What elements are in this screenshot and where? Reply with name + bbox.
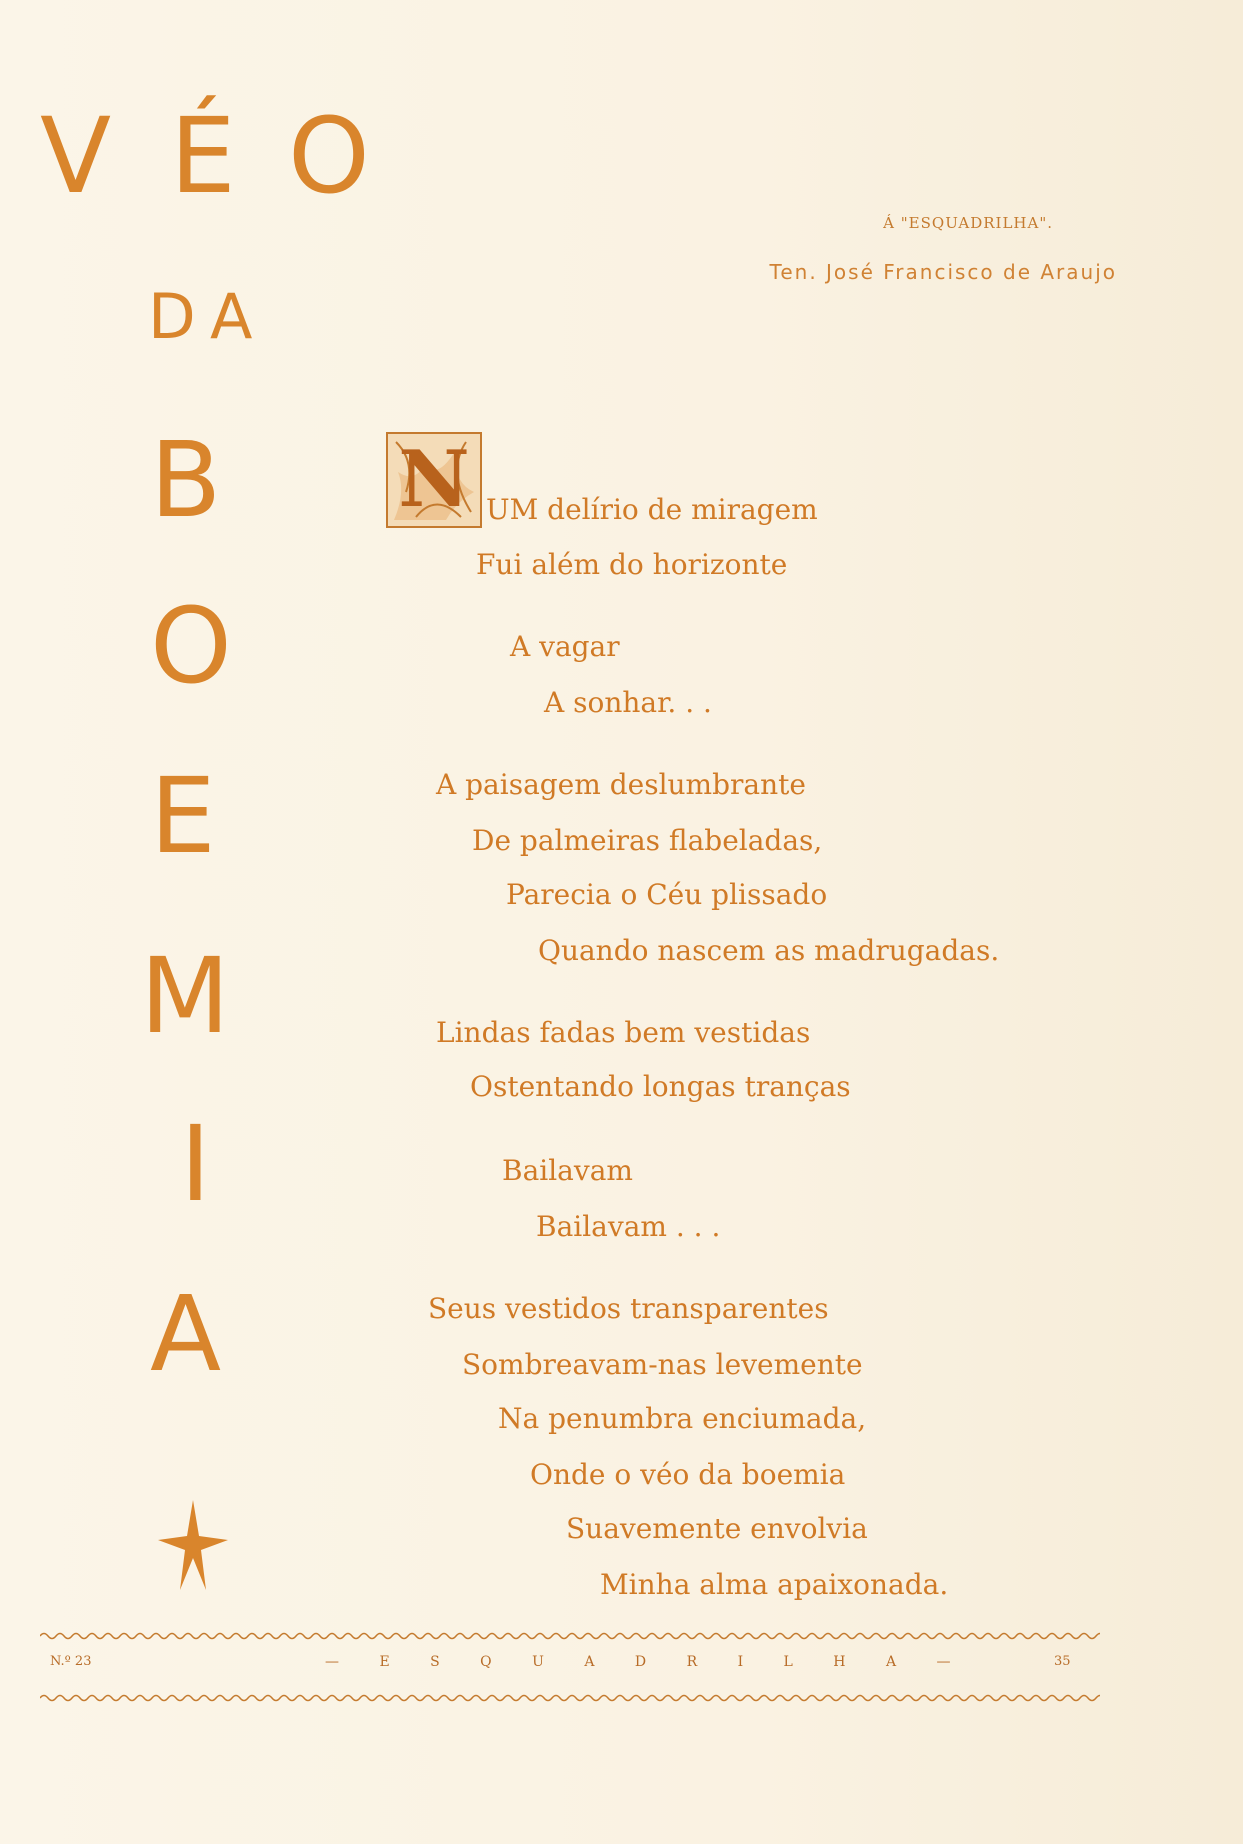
poem-line: Sombreavam-nas levemente xyxy=(462,1348,863,1381)
author: Ten. José Francisco de Araujo xyxy=(769,260,1117,284)
title-letter-m: M xyxy=(140,935,230,1057)
poem-line: Parecia o Céu plissado xyxy=(506,878,828,911)
poem-line: Quando nascem as madrugadas. xyxy=(538,934,1000,967)
footer-wave-bottom xyxy=(40,1692,1100,1704)
poem-line: Bailavam xyxy=(502,1154,633,1187)
poem-line: Na penumbra enciumada, xyxy=(498,1402,867,1435)
poem-line: Minha alma apaixonada. xyxy=(600,1568,949,1601)
title-letter-b: B xyxy=(150,419,222,541)
footer-wave-top xyxy=(40,1630,1100,1642)
title-letter-o2: O xyxy=(150,585,232,707)
poem-line: De palmeiras flabeladas, xyxy=(472,824,823,857)
footer-page-number: 35 xyxy=(1054,1654,1071,1669)
poem-line: Seus vestidos transparentes xyxy=(428,1292,829,1325)
poem-line: UM delírio de miragem xyxy=(486,493,818,526)
poem-line: Bailavam . . . xyxy=(536,1210,721,1243)
poem-line: A vagar xyxy=(510,630,620,663)
poem-line: A paisagem deslumbrante xyxy=(436,768,806,801)
dedication: Á "ESQUADRILHA". xyxy=(883,214,1053,232)
title-letter-i: I xyxy=(180,1103,211,1225)
title-letter-a: A xyxy=(210,280,253,353)
poem-line: Lindas fadas bem vestidas xyxy=(436,1016,811,1049)
title-letter-e-acute: É xyxy=(170,95,236,217)
decorative-dropcap xyxy=(386,432,482,528)
poem-line: Ostentando longas tranças xyxy=(470,1070,851,1103)
title-letter-a2: A xyxy=(150,1273,222,1395)
footer-magazine-name: — E S Q U A D R I L H A — xyxy=(325,1654,969,1670)
title-letter-d: D xyxy=(148,280,196,353)
poem-line: Onde o véo da boemia xyxy=(530,1458,846,1491)
poem-line: Suavemente envolvia xyxy=(566,1512,868,1545)
star-ornament-icon xyxy=(158,1500,228,1590)
dropcap-letter: N xyxy=(398,434,470,525)
title-letter-o: O xyxy=(288,95,370,217)
poem-line: A sonhar. . . xyxy=(544,686,712,719)
footer-issue-number: N.º 23 xyxy=(50,1654,92,1669)
poem-line: Fui além do horizonte xyxy=(476,548,788,581)
title-letter-v: V xyxy=(40,95,112,217)
title-letter-e: E xyxy=(150,755,216,877)
